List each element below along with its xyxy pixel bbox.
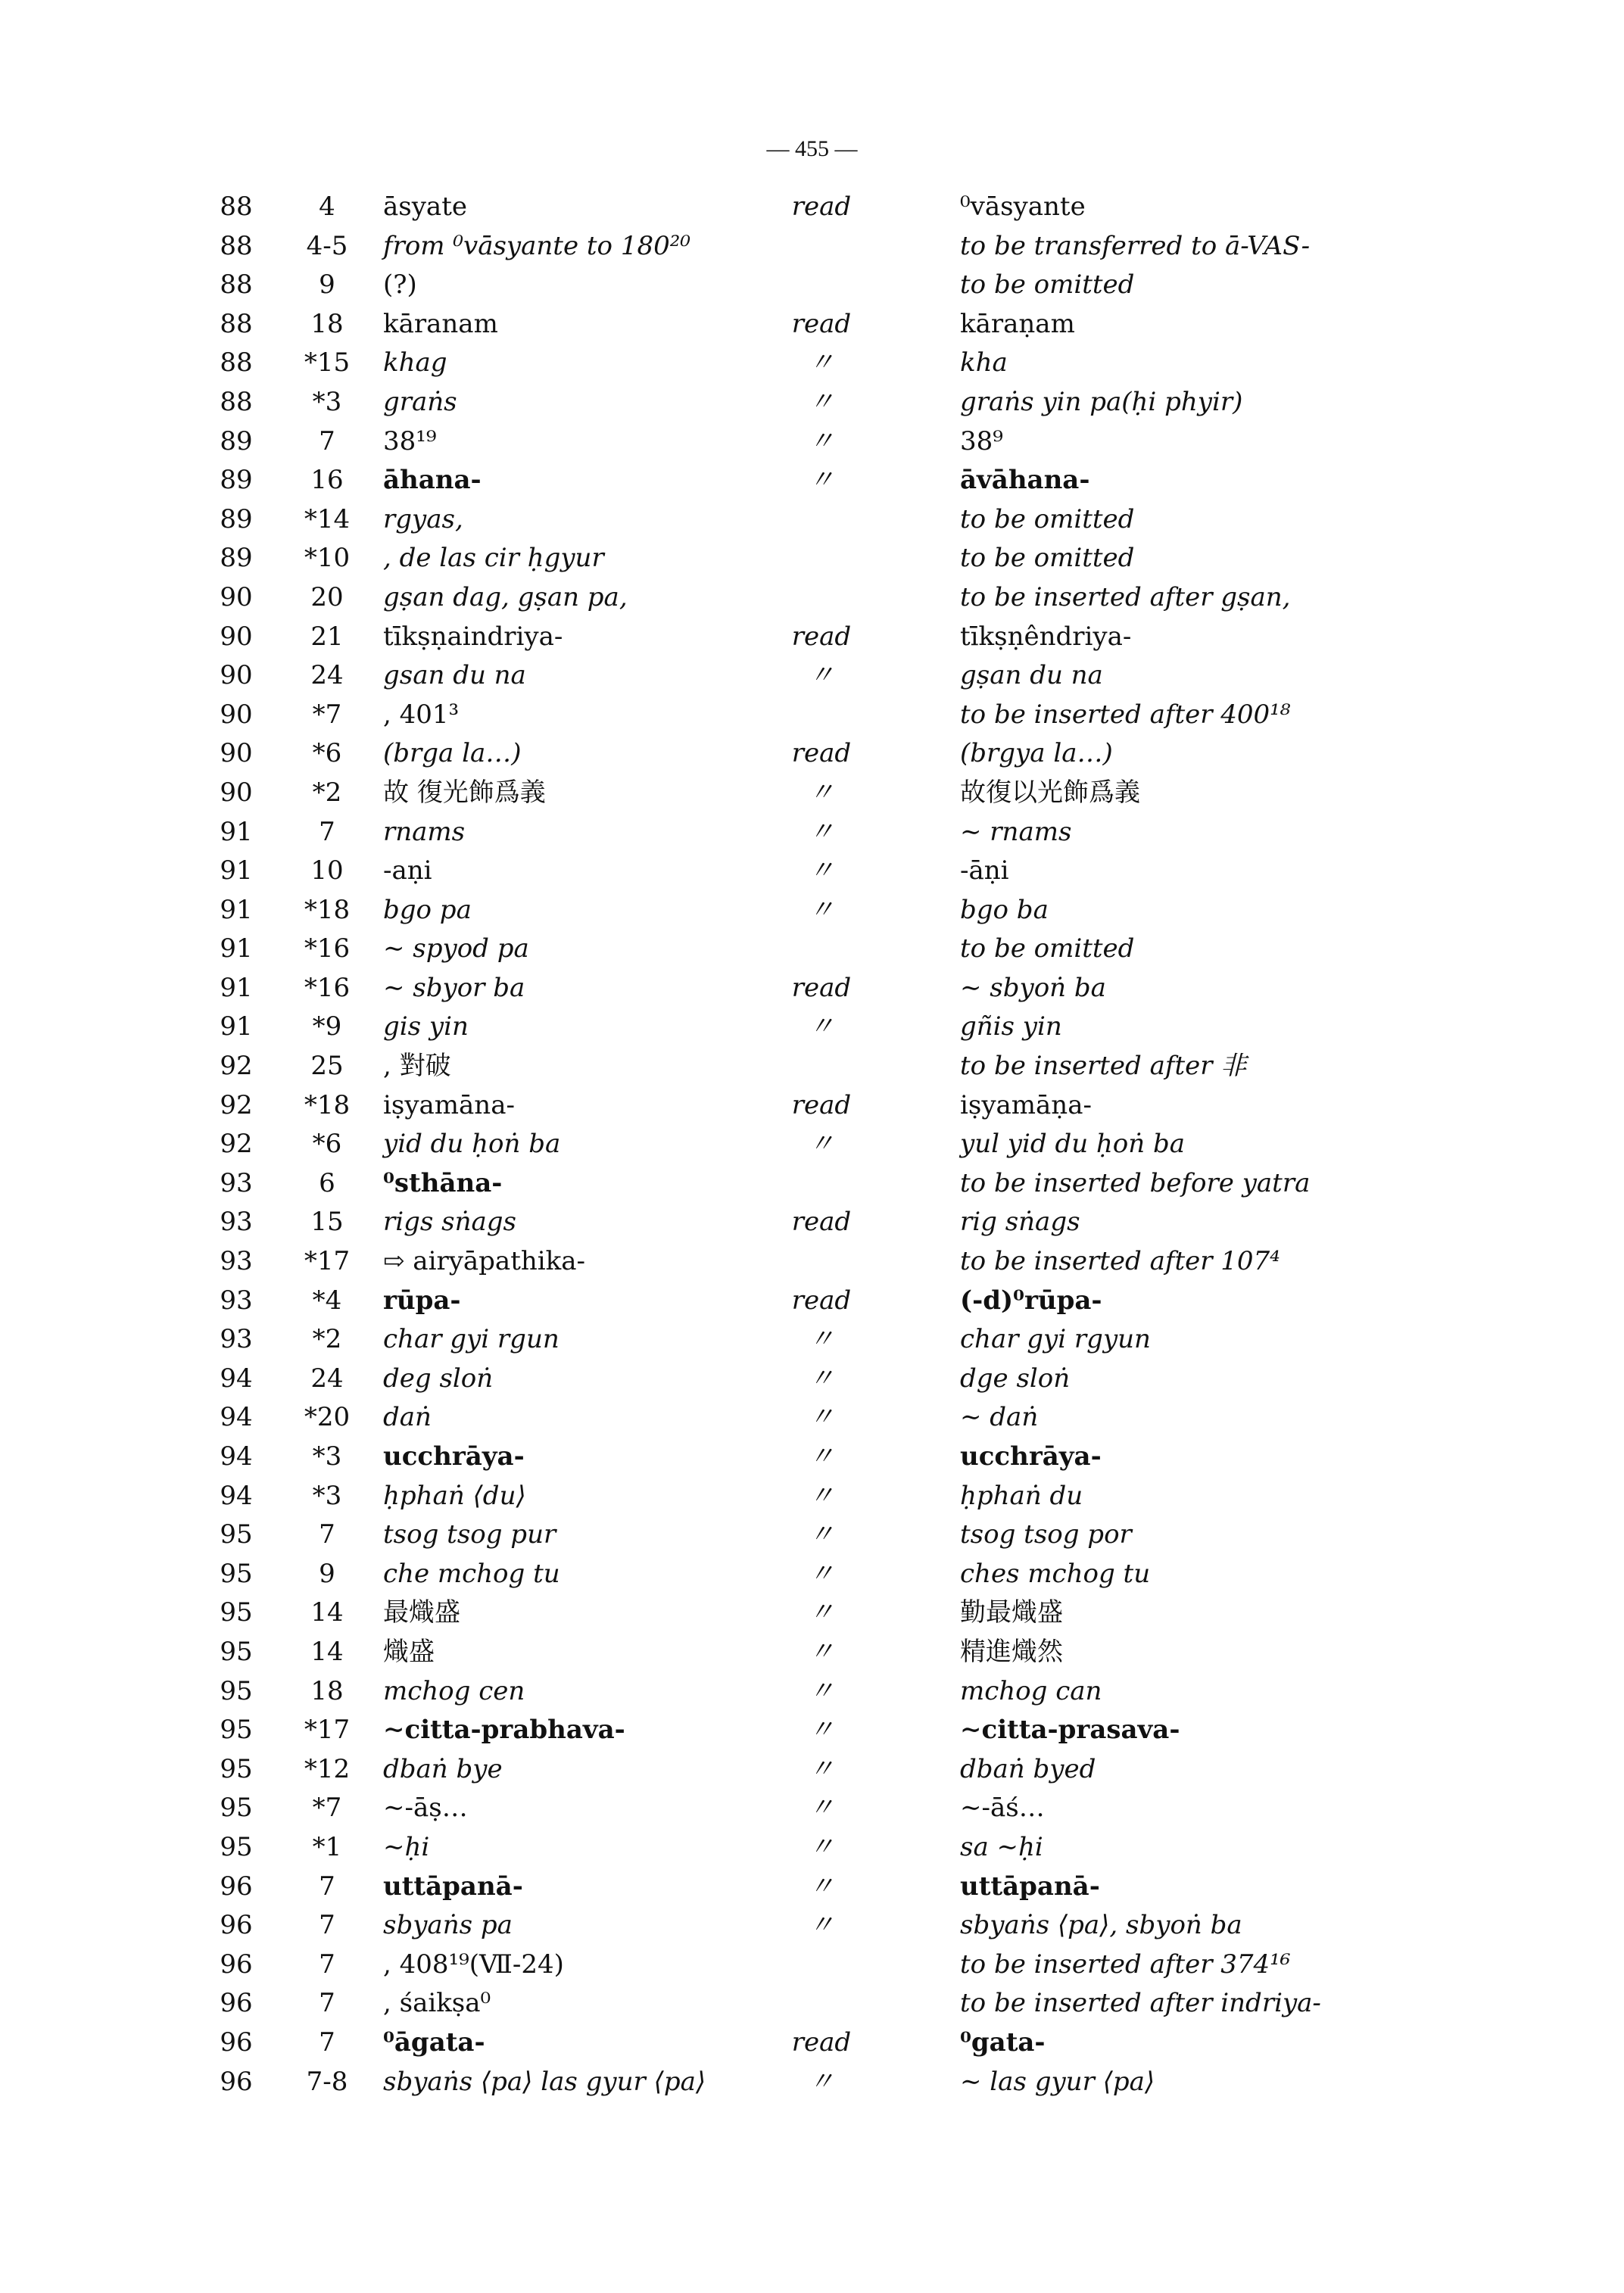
correction-marker: read bbox=[791, 621, 852, 652]
page-ref: 95 bbox=[220, 1519, 253, 1550]
errata-row bbox=[0, 1868, 1624, 1907]
errata-row bbox=[0, 188, 1624, 227]
page-ref: 96 bbox=[220, 1949, 253, 1980]
corrected-text: gṣan du na bbox=[960, 660, 1103, 691]
line-ref: *9 bbox=[312, 1011, 342, 1042]
page-ref: 90 bbox=[220, 738, 253, 769]
errata-row bbox=[0, 1164, 1624, 1204]
erroneous-text: ∼-āṣ… bbox=[383, 1793, 468, 1824]
page-ref: 94 bbox=[220, 1480, 253, 1511]
corrected-text: to be omitted bbox=[960, 933, 1135, 964]
page-ref: 91 bbox=[220, 894, 253, 925]
errata-row bbox=[0, 422, 1624, 462]
errata-row bbox=[0, 891, 1624, 930]
errata-row bbox=[0, 1594, 1624, 1633]
line-ref: 21 bbox=[310, 621, 344, 652]
errata-row bbox=[0, 1750, 1624, 1790]
page-ref: 95 bbox=[220, 1715, 253, 1746]
errata-row bbox=[0, 969, 1624, 1008]
erroneous-text: 最熾盛 bbox=[383, 1597, 460, 1628]
erroneous-text: , 408¹⁹(Ⅶ-24) bbox=[383, 1949, 564, 1980]
correction-marker: 〃 bbox=[809, 1753, 834, 1784]
erroneous-text: che mchog tu bbox=[383, 1558, 560, 1589]
errata-table bbox=[0, 188, 1624, 2101]
errata-row bbox=[0, 618, 1624, 657]
correction-marker: read bbox=[791, 1285, 852, 1316]
page-ref: 88 bbox=[220, 347, 253, 379]
erroneous-text: ∼ sbyor ba bbox=[383, 972, 525, 1003]
line-ref: *1 bbox=[312, 1831, 342, 1862]
corrected-text: āvāhana- bbox=[960, 465, 1090, 496]
errata-row bbox=[0, 1946, 1624, 1985]
erroneous-text: rigs sṅags bbox=[383, 1207, 516, 1238]
correction-marker: 〃 bbox=[809, 1675, 834, 1706]
line-ref: 7 bbox=[319, 1519, 335, 1550]
erroneous-text: bgo pa bbox=[383, 894, 472, 925]
page-ref: 92 bbox=[220, 1051, 253, 1082]
page-ref: 96 bbox=[220, 2066, 253, 2097]
correction-marker: 〃 bbox=[809, 386, 834, 417]
corrected-text: to be inserted before yatra bbox=[960, 1167, 1311, 1198]
line-ref: *2 bbox=[312, 1324, 342, 1355]
page-ref: 94 bbox=[220, 1441, 253, 1472]
line-ref: *16 bbox=[304, 933, 351, 964]
errata-row bbox=[0, 1125, 1624, 1164]
page-ref: 90 bbox=[220, 660, 253, 691]
errata-row bbox=[0, 1633, 1624, 1672]
errata-row bbox=[0, 734, 1624, 774]
page-ref: 93 bbox=[220, 1285, 253, 1316]
errata-row bbox=[0, 1008, 1624, 1047]
corrected-text: dbaṅ byed bbox=[960, 1753, 1096, 1784]
page-ref: 95 bbox=[220, 1636, 253, 1667]
correction-marker: 〃 bbox=[809, 1324, 834, 1355]
corrected-text: dge sloṅ bbox=[960, 1363, 1071, 1394]
erroneous-text: ⁰āgata- bbox=[383, 2027, 485, 2058]
line-ref: 14 bbox=[310, 1597, 344, 1628]
line-ref: *3 bbox=[312, 1441, 342, 1472]
line-ref: 7 bbox=[319, 1871, 335, 1902]
correction-marker: 〃 bbox=[809, 1910, 834, 1941]
corrected-text: ḥphaṅ du bbox=[960, 1480, 1083, 1511]
errata-row bbox=[0, 1360, 1624, 1399]
line-ref: *7 bbox=[312, 699, 342, 730]
errata-row bbox=[0, 1984, 1624, 2024]
page-ref: 89 bbox=[220, 543, 253, 574]
correction-marker: 〃 bbox=[809, 1363, 834, 1394]
corrected-text: rig sṅags bbox=[960, 1207, 1080, 1238]
corrected-text: ∼ sbyoṅ ba bbox=[960, 972, 1106, 1003]
line-ref: 7-8 bbox=[306, 2066, 348, 2097]
erroneous-text: ∼citta-prabhava- bbox=[383, 1715, 625, 1746]
line-ref: *18 bbox=[304, 1089, 351, 1120]
errata-row bbox=[0, 1203, 1624, 1242]
page-ref: 91 bbox=[220, 972, 253, 1003]
line-ref: 18 bbox=[310, 308, 344, 339]
line-ref: 7 bbox=[319, 1949, 335, 1980]
erroneous-text: rgyas, bbox=[383, 503, 463, 534]
erroneous-text: sbyaṅs ⟨pa⟩ las gyur ⟨pa⟩ bbox=[383, 2066, 706, 2097]
line-ref: 18 bbox=[310, 1675, 344, 1706]
correction-marker: 〃 bbox=[809, 1831, 834, 1862]
line-ref: 4 bbox=[319, 192, 335, 222]
page-ref: 91 bbox=[220, 855, 253, 886]
line-ref: *17 bbox=[304, 1246, 351, 1277]
correction-marker: 〃 bbox=[809, 1519, 834, 1550]
erroneous-text: , 對破 bbox=[383, 1051, 451, 1082]
page-ref: 88 bbox=[220, 386, 253, 417]
correction-marker: read bbox=[791, 1089, 852, 1120]
corrected-text: (brgya la…) bbox=[960, 738, 1113, 769]
page-number: — 455 — bbox=[766, 136, 858, 161]
page-ref: 95 bbox=[220, 1597, 253, 1628]
corrected-text: kha bbox=[960, 347, 1008, 379]
correction-marker: 〃 bbox=[809, 1480, 834, 1511]
erroneous-text: ⁰sthāna- bbox=[383, 1167, 503, 1198]
corrected-text: to be omitted bbox=[960, 543, 1135, 574]
corrected-text: ∼ rnams bbox=[960, 816, 1072, 847]
line-ref: 14 bbox=[310, 1636, 344, 1667]
erroneous-text: , de las cir ḥgyur bbox=[383, 543, 604, 574]
page-ref: 95 bbox=[220, 1831, 253, 1862]
line-ref: *16 bbox=[304, 972, 351, 1003]
correction-marker: 〃 bbox=[809, 1558, 834, 1589]
erroneous-text: yid du ḥoṅ ba bbox=[383, 1129, 561, 1160]
corrected-text: ⁰vāsyante bbox=[960, 192, 1086, 222]
line-ref: 24 bbox=[310, 1363, 344, 1394]
erroneous-text: ∼ spyod pa bbox=[383, 933, 529, 964]
erroneous-text: -aṇi bbox=[383, 855, 432, 886]
errata-row bbox=[0, 305, 1624, 344]
erroneous-text: gṣan dag, gṣan pa, bbox=[383, 581, 628, 612]
erroneous-text: ⇨ airyāpathika- bbox=[383, 1246, 586, 1277]
corrected-text: 故復以光飾爲義 bbox=[960, 777, 1140, 808]
erroneous-text: rnams bbox=[383, 816, 466, 847]
page-ref: 88 bbox=[220, 230, 253, 261]
erroneous-text: ucchrāya- bbox=[383, 1441, 525, 1472]
corrected-text: to be inserted after gṣan, bbox=[960, 581, 1291, 612]
page-ref: 95 bbox=[220, 1675, 253, 1706]
line-ref: *20 bbox=[304, 1402, 351, 1433]
line-ref: *10 bbox=[304, 543, 351, 574]
erroneous-text: dbaṅ bye bbox=[383, 1753, 503, 1784]
erroneous-text: daṅ bbox=[383, 1402, 432, 1433]
corrected-text: ∼ daṅ bbox=[960, 1402, 1039, 1433]
errata-row bbox=[0, 2024, 1624, 2063]
errata-row bbox=[0, 1672, 1624, 1712]
page-ref: 88 bbox=[220, 269, 253, 301]
corrected-text: to be inserted after 400¹⁸ bbox=[960, 699, 1291, 730]
erroneous-text: tsog tsog pur bbox=[383, 1519, 556, 1550]
errata-row bbox=[0, 1047, 1624, 1086]
correction-marker: 〃 bbox=[809, 816, 834, 847]
line-ref: 7 bbox=[319, 1910, 335, 1941]
correction-marker: read bbox=[791, 1207, 852, 1238]
corrected-text: iṣyamāṇa- bbox=[960, 1089, 1092, 1120]
erroneous-text: gis yin bbox=[383, 1011, 469, 1042]
page-ref: 93 bbox=[220, 1167, 253, 1198]
corrected-text: -āṇi bbox=[960, 855, 1009, 886]
erroneous-text: ∼ḥi bbox=[383, 1831, 430, 1862]
corrected-text: char gyi rgyun bbox=[960, 1324, 1151, 1355]
correction-marker: 〃 bbox=[809, 1636, 834, 1667]
errata-row bbox=[0, 1477, 1624, 1516]
line-ref: *17 bbox=[304, 1715, 351, 1746]
errata-row bbox=[0, 1828, 1624, 1868]
correction-marker: 〃 bbox=[809, 1715, 834, 1746]
correction-marker: 〃 bbox=[809, 894, 834, 925]
correction-marker: read bbox=[791, 972, 852, 1003]
errata-row bbox=[0, 852, 1624, 891]
line-ref: 20 bbox=[310, 581, 344, 612]
page-ref: 89 bbox=[220, 465, 253, 496]
page-ref: 88 bbox=[220, 192, 253, 222]
erroneous-text: kāranam bbox=[383, 308, 498, 339]
correction-marker: 〃 bbox=[809, 1402, 834, 1433]
erroneous-text: āsyate bbox=[383, 192, 467, 222]
erroneous-text: sbyaṅs pa bbox=[383, 1910, 513, 1941]
page-ref: 93 bbox=[220, 1324, 253, 1355]
corrected-text: ucchrāya- bbox=[960, 1441, 1102, 1472]
line-ref: 25 bbox=[310, 1051, 344, 1082]
line-ref: 9 bbox=[319, 1558, 335, 1589]
corrected-text: ches mchog tu bbox=[960, 1558, 1151, 1589]
errata-row bbox=[0, 1711, 1624, 1750]
line-ref: *3 bbox=[312, 1480, 342, 1511]
line-ref: 7 bbox=[319, 425, 335, 456]
corrected-text: bgo ba bbox=[960, 894, 1049, 925]
page-ref: 93 bbox=[220, 1207, 253, 1238]
line-ref: *18 bbox=[304, 894, 351, 925]
correction-marker: 〃 bbox=[809, 1597, 834, 1628]
page-ref: 96 bbox=[220, 1910, 253, 1941]
line-ref: 4-5 bbox=[306, 230, 348, 261]
line-ref: 7 bbox=[319, 816, 335, 847]
correction-marker: read bbox=[791, 738, 852, 769]
correction-marker: 〃 bbox=[809, 465, 834, 496]
corrected-text: tsog tsog por bbox=[960, 1519, 1132, 1550]
correction-marker: 〃 bbox=[809, 1011, 834, 1042]
line-ref: *7 bbox=[312, 1793, 342, 1824]
correction-marker: 〃 bbox=[809, 1793, 834, 1824]
page-ref: 92 bbox=[220, 1129, 253, 1160]
line-ref: *4 bbox=[312, 1285, 342, 1316]
page-ref: 91 bbox=[220, 933, 253, 964]
line-ref: *14 bbox=[304, 503, 351, 534]
correction-marker: read bbox=[791, 192, 852, 222]
line-ref: 15 bbox=[310, 1207, 344, 1238]
erroneous-text: char gyi rgun bbox=[383, 1324, 560, 1355]
errata-row bbox=[0, 2063, 1624, 2102]
corrected-text: uttāpanā- bbox=[960, 1871, 1100, 1902]
page-ref: 94 bbox=[220, 1363, 253, 1394]
erroneous-text: (?) bbox=[383, 269, 417, 301]
corrected-text: to be transferred to ā-VAS- bbox=[960, 230, 1311, 261]
corrected-text: to be inserted after 107⁴ bbox=[960, 1246, 1280, 1277]
correction-marker: 〃 bbox=[809, 1129, 834, 1160]
line-ref: 24 bbox=[310, 660, 344, 691]
line-ref: *3 bbox=[312, 386, 342, 417]
correction-marker: read bbox=[791, 2027, 852, 2058]
errata-row bbox=[0, 1555, 1624, 1594]
corrected-text: 38⁹ bbox=[960, 425, 1003, 456]
correction-marker: 〃 bbox=[809, 777, 834, 808]
page-ref: 96 bbox=[220, 1871, 253, 1902]
errata-row bbox=[0, 1398, 1624, 1438]
line-ref: *2 bbox=[312, 777, 342, 808]
errata-row bbox=[0, 227, 1624, 266]
line-ref: 7 bbox=[319, 2027, 335, 2058]
correction-marker: 〃 bbox=[809, 1441, 834, 1472]
page-ref: 96 bbox=[220, 2027, 253, 2058]
errata-row bbox=[0, 656, 1624, 696]
line-ref: *12 bbox=[304, 1753, 351, 1784]
erroneous-text: graṅs bbox=[383, 386, 457, 417]
page-ref: 90 bbox=[220, 699, 253, 730]
erroneous-text: mchog cen bbox=[383, 1675, 525, 1706]
corrected-text: sbyaṅs ⟨pa⟩, sbyoṅ ba bbox=[960, 1910, 1242, 1941]
page-ref: 95 bbox=[220, 1753, 253, 1784]
corrected-text: to be omitted bbox=[960, 269, 1135, 301]
corrected-text: kāraṇam bbox=[960, 308, 1075, 339]
page-ref: 96 bbox=[220, 1988, 253, 2019]
page-ref: 89 bbox=[220, 425, 253, 456]
errata-row bbox=[0, 461, 1624, 500]
page-ref: 93 bbox=[220, 1246, 253, 1277]
corrected-text: ∼citta-prasava- bbox=[960, 1715, 1180, 1746]
errata-row bbox=[0, 344, 1624, 383]
corrected-text: yul yid du ḥoṅ ba bbox=[960, 1129, 1186, 1160]
corrected-text: 精進熾然 bbox=[960, 1636, 1063, 1667]
page-ref: 91 bbox=[220, 816, 253, 847]
page-ref: 95 bbox=[220, 1793, 253, 1824]
corrected-text: ⁰gata- bbox=[960, 2027, 1046, 2058]
corrected-text: 勤最熾盛 bbox=[960, 1597, 1063, 1628]
errata-row bbox=[0, 383, 1624, 422]
corrected-text: to be inserted after 374¹⁶ bbox=[960, 1949, 1291, 1980]
correction-marker: 〃 bbox=[809, 855, 834, 886]
errata-row bbox=[0, 1086, 1624, 1126]
erroneous-text: from ⁰vāsyante to 180²⁰ bbox=[383, 230, 690, 261]
corrected-text: (-d)⁰rūpa- bbox=[960, 1285, 1102, 1316]
erroneous-text: ḥphaṅ ⟨du⟩ bbox=[383, 1480, 526, 1511]
correction-marker: 〃 bbox=[809, 2066, 834, 2097]
correction-marker: 〃 bbox=[809, 660, 834, 691]
errata-row bbox=[0, 1906, 1624, 1946]
page-ref: 94 bbox=[220, 1402, 253, 1433]
erroneous-text: (brga la…) bbox=[383, 738, 522, 769]
corrected-text: to be omitted bbox=[960, 503, 1135, 534]
erroneous-text: 38¹⁹ bbox=[383, 425, 437, 456]
corrected-text: ∼ las gyur ⟨pa⟩ bbox=[960, 2066, 1155, 2097]
line-ref: *6 bbox=[312, 1129, 342, 1160]
erroneous-text: 故 復光飾爲義 bbox=[383, 777, 546, 808]
erroneous-text: gsan du na bbox=[383, 660, 526, 691]
errata-row bbox=[0, 1320, 1624, 1360]
errata-row bbox=[0, 930, 1624, 969]
page-ref: 89 bbox=[220, 503, 253, 534]
errata-row bbox=[0, 266, 1624, 305]
corrected-text: to be inserted after indriya- bbox=[960, 1988, 1321, 2019]
page-ref: 88 bbox=[220, 308, 253, 339]
line-ref: 6 bbox=[319, 1167, 335, 1198]
correction-marker: 〃 bbox=[809, 1871, 834, 1902]
page-ref: 95 bbox=[220, 1558, 253, 1589]
errata-row bbox=[0, 774, 1624, 813]
erroneous-text: uttāpanā- bbox=[383, 1871, 523, 1902]
corrected-text: mchog can bbox=[960, 1675, 1102, 1706]
line-ref: *6 bbox=[312, 738, 342, 769]
line-ref: 9 bbox=[319, 269, 335, 301]
errata-row bbox=[0, 813, 1624, 852]
errata-row bbox=[0, 1516, 1624, 1555]
errata-row bbox=[0, 500, 1624, 540]
errata-row bbox=[0, 1282, 1624, 1321]
erroneous-text: deg sloṅ bbox=[383, 1363, 494, 1394]
erroneous-text: āhana- bbox=[383, 465, 482, 496]
corrected-text: ∼-āś… bbox=[960, 1793, 1045, 1824]
correction-marker: 〃 bbox=[809, 425, 834, 456]
line-ref: 16 bbox=[310, 465, 344, 496]
page-ref: 91 bbox=[220, 1011, 253, 1042]
correction-marker: read bbox=[791, 308, 852, 339]
erroneous-text: rūpa- bbox=[383, 1285, 461, 1316]
corrected-text: tīkṣṇêndriya- bbox=[960, 621, 1132, 652]
page-ref: 90 bbox=[220, 621, 253, 652]
erroneous-text: , śaikṣa⁰ bbox=[383, 1988, 491, 2019]
corrected-text: graṅs yin pa(ḥi phyir) bbox=[960, 386, 1243, 417]
page-ref: 90 bbox=[220, 581, 253, 612]
erroneous-text: khag bbox=[383, 347, 447, 379]
page-ref: 90 bbox=[220, 777, 253, 808]
erroneous-text: 熾盛 bbox=[383, 1636, 435, 1667]
errata-row bbox=[0, 1789, 1624, 1828]
erroneous-text: , 401³ bbox=[383, 699, 460, 730]
errata-row bbox=[0, 539, 1624, 578]
line-ref: 7 bbox=[319, 1988, 335, 2019]
corrected-text: to be inserted after 非 bbox=[960, 1051, 1247, 1082]
errata-row bbox=[0, 1242, 1624, 1282]
errata-row bbox=[0, 1438, 1624, 1477]
page-ref: 92 bbox=[220, 1089, 253, 1120]
corrected-text: sa ∼ḥi bbox=[960, 1831, 1043, 1862]
erroneous-text: iṣyamāna- bbox=[383, 1089, 515, 1120]
errata-row bbox=[0, 696, 1624, 735]
line-ref: *15 bbox=[304, 347, 351, 379]
corrected-text: gñis yin bbox=[960, 1011, 1062, 1042]
line-ref: 10 bbox=[310, 855, 344, 886]
errata-row bbox=[0, 578, 1624, 618]
correction-marker: 〃 bbox=[809, 347, 834, 379]
erroneous-text: tīkṣṇaindriya- bbox=[383, 621, 563, 652]
